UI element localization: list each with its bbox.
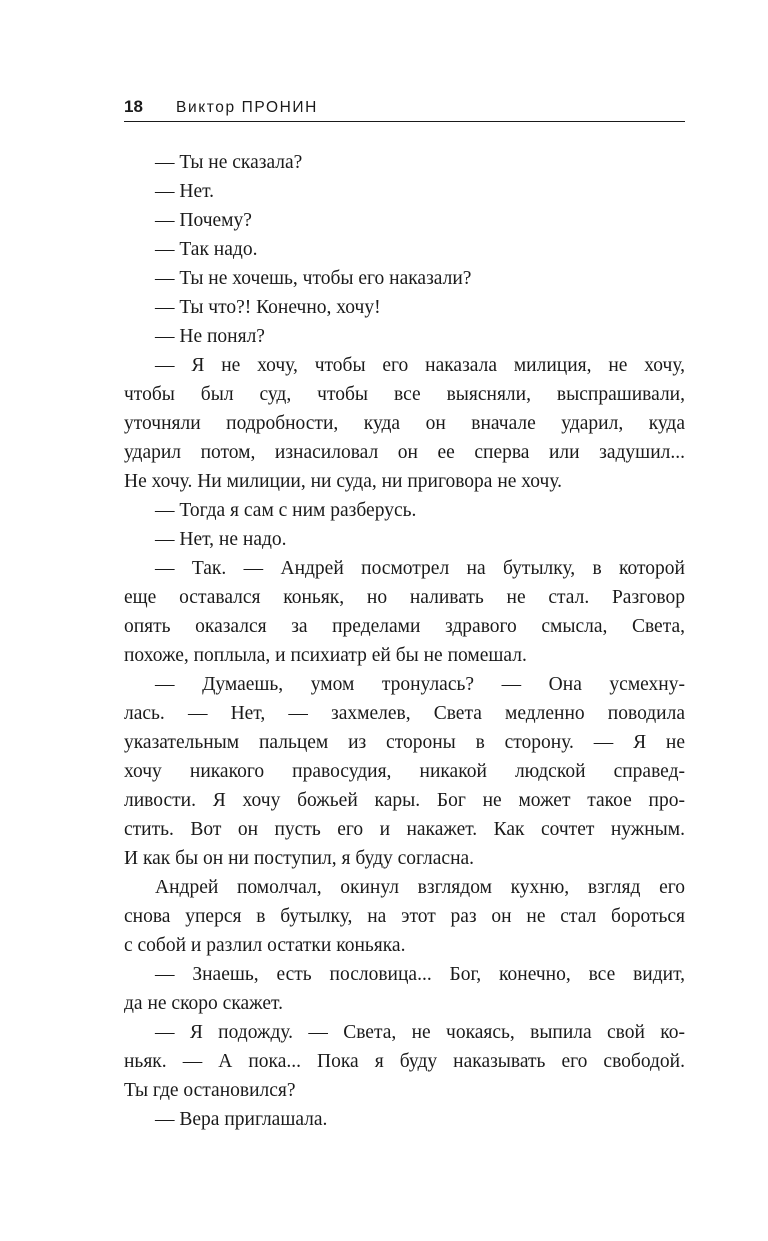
text-line: — Так. — Андрей посмотрел на бутылку, в которой bbox=[155, 558, 685, 579]
text-line: — Тогда я сам с ним разберусь. bbox=[155, 500, 417, 521]
text-line: — Думаешь, умом тронулась? — Она усмехну- bbox=[155, 674, 685, 695]
text-line: — Я не хочу, чтобы его наказала милиция, не хочу, bbox=[155, 355, 685, 376]
text-line: стить. Вот он пусть его и накажет. Как сочтет нужным. bbox=[124, 819, 685, 840]
paragraph bbox=[124, 496, 685, 525]
text-line: ударил потом, изнасиловал он ее сперва или задушил... bbox=[124, 442, 685, 463]
text-line: опять оказался за пределами здравого смысла, Света, bbox=[124, 616, 685, 637]
paragraph bbox=[124, 1018, 685, 1105]
text-line: — Почему? bbox=[155, 210, 252, 231]
text-line: ливости. Я хочу божьей кары. Бог не может такое про- bbox=[124, 790, 685, 811]
paragraph bbox=[124, 873, 685, 960]
paragraph bbox=[124, 351, 685, 496]
paragraph bbox=[124, 264, 685, 293]
text-line: Ты где остановился? bbox=[124, 1080, 296, 1101]
text-line: — Не понял? bbox=[155, 326, 265, 347]
text-line: уточняли подробности, куда он вначале ударил, куда bbox=[124, 413, 685, 434]
text-line: ньяк. — А пока... Пока я буду наказывать его свободой. bbox=[124, 1051, 685, 1072]
running-head bbox=[124, 97, 685, 122]
text-line: — Ты что?! Конечно, хочу! bbox=[155, 297, 381, 318]
text-line: — Нет. bbox=[155, 181, 215, 202]
text-line: указательным пальцем из стороны в сторону. — Я не bbox=[124, 732, 685, 753]
paragraph bbox=[124, 293, 685, 322]
text-line: — Ты не сказала? bbox=[155, 152, 303, 173]
text-line: — Я подожду. — Света, не чокаясь, выпила свой ко- bbox=[155, 1022, 685, 1043]
paragraph bbox=[124, 670, 685, 873]
paragraph bbox=[124, 322, 685, 351]
paragraph bbox=[124, 1105, 685, 1134]
body-text bbox=[124, 148, 685, 1134]
paragraph bbox=[124, 177, 685, 206]
page-number: 18 bbox=[124, 97, 143, 116]
text-line: — Нет, не надо. bbox=[155, 529, 287, 550]
paragraph bbox=[124, 960, 685, 1018]
text-line: да не скоро скажет. bbox=[124, 993, 283, 1014]
text-line: И как бы он ни поступил, я буду согласна. bbox=[124, 848, 475, 869]
text-line: похоже, поплыла, и психиатр ей бы не помешал. bbox=[124, 645, 527, 666]
paragraph bbox=[124, 525, 685, 554]
text-line: еще оставался коньяк, но наливать не стал. Разговор bbox=[124, 587, 685, 608]
paragraph bbox=[124, 554, 685, 670]
text-line: — Так надо. bbox=[155, 239, 258, 260]
text-line: — Знаешь, есть пословица... Бог, конечно, все видит, bbox=[155, 964, 685, 985]
text-line: Не хочу. Ни милиции, ни суда, ни приговора не хочу. bbox=[124, 471, 563, 492]
text-line: Андрей помолчал, окинул взглядом кухню, взгляд его bbox=[155, 877, 685, 898]
text-line: — Вера приглашала. bbox=[155, 1109, 328, 1130]
paragraph bbox=[124, 148, 685, 177]
text-line: с собой и разлил остатки коньяка. bbox=[124, 935, 406, 956]
text-line: чтобы был суд, чтобы все выясняли, выспрашивали, bbox=[124, 384, 685, 405]
running-title: Виктор ПРОНИН bbox=[176, 99, 318, 116]
text-line: — Ты не хочешь, чтобы его наказали? bbox=[155, 268, 472, 289]
text-line: хочу никакого правосудия, никакой людской справед- bbox=[124, 761, 685, 782]
paragraph bbox=[124, 235, 685, 264]
paragraph bbox=[124, 206, 685, 235]
text-line: лась. — Нет, — захмелев, Света медленно поводила bbox=[124, 703, 685, 724]
text-line: снова уперся в бутылку, на этот раз он не стал бороться bbox=[124, 906, 685, 927]
